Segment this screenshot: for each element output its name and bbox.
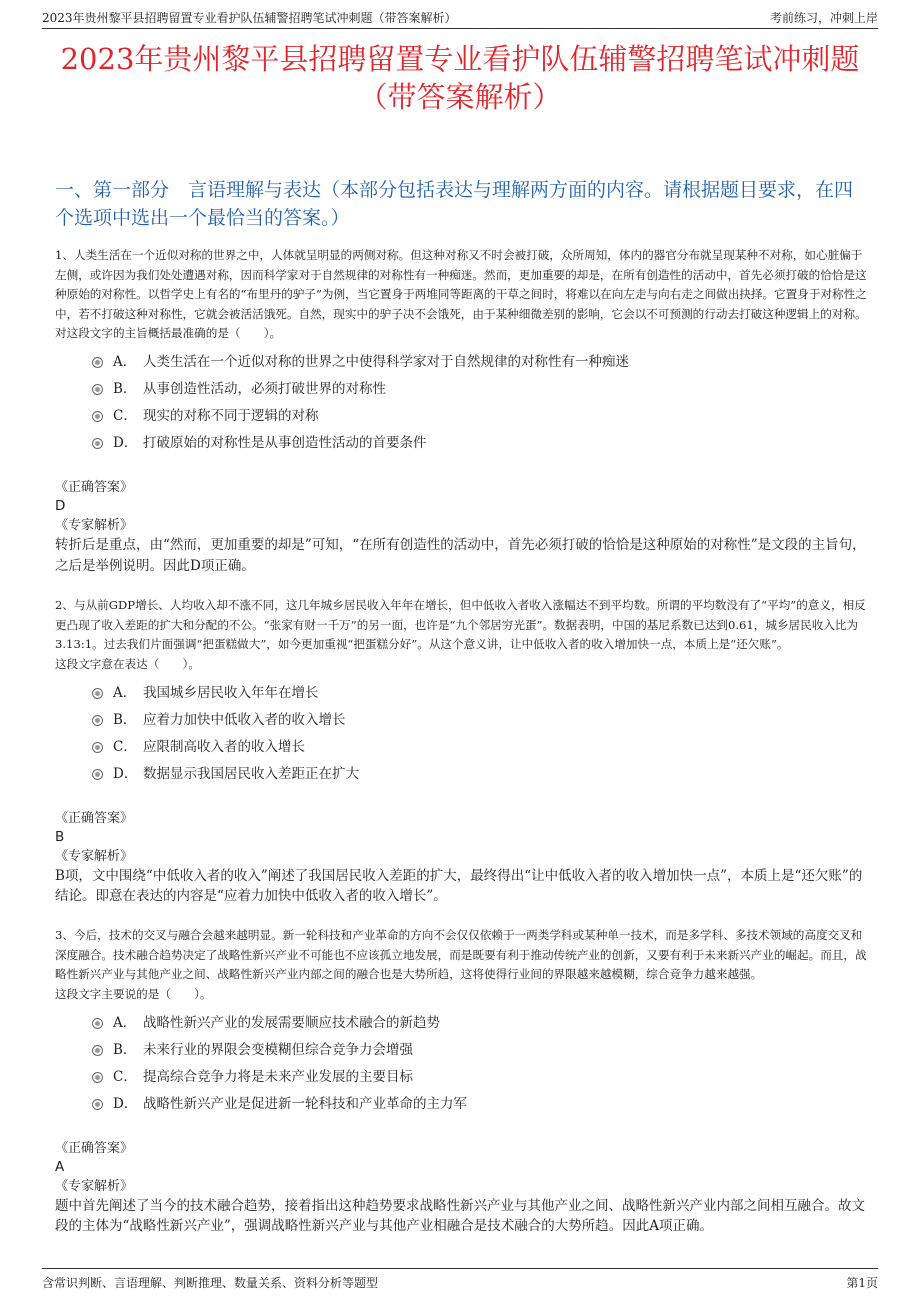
- option-letter: A．: [113, 1014, 137, 1031]
- question-2: [55, 596, 870, 907]
- radio-icon[interactable]: [92, 688, 103, 699]
- radio-icon[interactable]: [92, 1099, 103, 1110]
- page-number: 第1页: [846, 1276, 878, 1290]
- section-heading: 一、第一部分 言语理解与表达（本部分包括表达与理解两方面的内容。请根据题目要求，在四个选项中选出一个最恰当的答案。）: [55, 179, 854, 229]
- question-3: [55, 926, 870, 1237]
- option-text: 应限制高收入者的收入增长: [143, 738, 305, 755]
- answer-value: A: [55, 1158, 65, 1175]
- footer-note: 含常识判断、言语理解、判断推理、数量关系、资料分析等题型: [42, 1276, 379, 1290]
- option-text: 我国城乡居民收入年年在增长: [143, 684, 319, 701]
- option-text: 提高综合竞争力将是未来产业发展的主要目标: [143, 1068, 413, 1085]
- question-prompt: 这段文字意在表达（ ）。: [55, 656, 200, 671]
- page-header: [42, 0, 878, 29]
- option-letter: C．: [113, 408, 137, 424]
- option-letter: B．: [113, 381, 137, 397]
- analysis-label: 《专家解析》: [55, 1178, 134, 1194]
- radio-icon[interactable]: [92, 715, 103, 726]
- option-b[interactable]: [55, 710, 870, 737]
- option-b[interactable]: [55, 1040, 870, 1067]
- option-a[interactable]: [55, 1013, 870, 1040]
- question-stem: 3、今后，技术的交叉与融合会越来越明显。新一轮科技和产业革命的方向不会仅仅依赖于一两类学科或某种单一技术，而是多学科、多技术领域的高度交叉和深度融合。技术融合趋势决定了战略性新兴产业不可能也不应该孤立地发展，而是既要有利于推动传统产业的创新，又要有利于未来新兴产业的崛起。而且，战略性新兴产业与其他产业之间、战略性新兴产业内部之间的融合也是大势所趋，这将使得行业间的界限越来越模糊，综合竞争力越来越强。: [55, 928, 867, 981]
- option-letter: B．: [113, 711, 137, 728]
- question-1: [55, 246, 870, 576]
- answer-value: D: [55, 498, 66, 514]
- analysis-text: 转折后是重点，由“然而，更加重要的却是”可知，“在所有创造性的活动中，首先必须打破的恰恰是这种原始的对称性”是文段的主旨句，之后是举例说明。因此D项正确。: [55, 537, 866, 574]
- option-letter: D．: [113, 1095, 138, 1112]
- header-slogan: 考前练习，冲刺上岸: [769, 11, 878, 25]
- analysis-text: 题中首先阐述了当今的技术融合趋势，接着指出这种趋势要求战略性新兴产业与其他产业之间、战略性新兴产业内部之间相互融合。故文段的主体为“战略性新兴产业”，强调战略性新兴产业与其他产业相融合是技术融合的大势所趋。因此A项正确。: [55, 1197, 865, 1234]
- option-b[interactable]: [55, 379, 870, 406]
- answer-label: 《正确答案》: [55, 480, 134, 495]
- option-letter: D．: [113, 765, 138, 782]
- option-text: 人类生活在一个近似对称的世界之中使得科学家对于自然规律的对称性有一种痴迷: [143, 354, 629, 370]
- option-c[interactable]: [55, 406, 870, 433]
- option-text: 从事创造性活动，必须打破世界的对称性: [143, 381, 386, 397]
- option-text: 未来行业的界限会变模糊但综合竞争力会增强: [143, 1041, 413, 1058]
- radio-icon[interactable]: [92, 1045, 103, 1056]
- option-text: 战略性新兴产业的发展需要顺应技术融合的新趋势: [143, 1014, 440, 1031]
- option-c[interactable]: [55, 1067, 870, 1094]
- radio-icon[interactable]: [92, 384, 103, 395]
- radio-icon[interactable]: [92, 438, 103, 449]
- radio-icon[interactable]: [92, 742, 103, 753]
- option-letter: A．: [113, 684, 137, 701]
- option-a[interactable]: [55, 352, 870, 379]
- option-text: 战略性新兴产业是促进新一轮科技和产业革命的主力军: [143, 1095, 467, 1112]
- option-text: 打破原始的对称性是从事创造性活动的首要条件: [143, 435, 427, 451]
- answer-value: B: [55, 828, 65, 845]
- analysis-text: B项，文中围绕“中低收入者的收入”阐述了我国居民收入差距的扩大，最终得出“让中低收入者的收入增加快一点”，本质上是“还欠账”的结论。即意在表达的内容是“应着力加快中低收入者的收入增长”。: [55, 867, 863, 904]
- option-c[interactable]: [55, 737, 870, 764]
- analysis-label: 《专家解析》: [55, 518, 134, 533]
- option-letter: C．: [113, 1068, 137, 1085]
- option-a[interactable]: [55, 683, 870, 710]
- question-stem: 1、人类生活在一个近似对称的世界之中，人体就呈明显的两侧对称。但这种对称又不时会被打破，众所周知，体内的器官分布就呈现某种不对称，如心脏偏于左侧，或许因为我们处处遭遇对称，因而科学家对于自然规律的对称性有一种痴迷。然而，更加重要的却是，在所有创造性的活动中，首先必须打破的恰恰是这种原始的对称性。以哲学史上有名的“布里丹的驴子”为例，当它置身于两堆同等距离的干草之间时，将难以在向左走与向右走之间做出抉择。它置身于对称性之中，若不打破这种对称性，它就会被活活饿死。自然，现实中的驴子决不会饿死，由于某种细微差别的影响，它会以不可预测的行动去打破这种逻辑上的对称。: [55, 248, 867, 321]
- option-text: 应着力加快中低收入者的收入增长: [143, 711, 346, 728]
- option-letter: A．: [113, 354, 137, 370]
- radio-icon[interactable]: [92, 1018, 103, 1029]
- title-line-2: （带答案解析）: [358, 80, 562, 114]
- page-title: [30, 40, 890, 116]
- option-letter: B．: [113, 1041, 137, 1058]
- question-stem: 2、与从前GDP增长、人均收入却不涨不同，这几年城乡居民收入年年在增长，但中低收入者收入涨幅达不到平均数。所谓的平均数没有了“平均”的意义，相反更凸现了收入差距的扩大和分配的不公。“张家有财一千万”的另一面，也许是“九个邻居穷光蛋”。数据表明，中国的基尼系数已达到0.61，城乡居民收入比为3.13:1。过去我们片面强调“把蛋糕做大”，如今更加重视“把蛋糕分好”。从这个意义讲，让中低收入者的收入增加快一点，本质上是“还欠账”。: [55, 598, 866, 651]
- question-prompt: 对这段文字的主旨概括最准确的是（ ）。: [55, 326, 282, 340]
- option-d[interactable]: [55, 433, 870, 460]
- title-line-1: 2023年贵州黎平县招聘留置专业看护队伍辅警招聘笔试冲刺题: [60, 42, 860, 76]
- option-letter: C．: [113, 738, 137, 755]
- radio-icon[interactable]: [92, 769, 103, 780]
- option-d[interactable]: [55, 764, 870, 791]
- answer-label: 《正确答案》: [55, 810, 134, 826]
- question-prompt: 这段文字主要说的是（ ）。: [55, 986, 212, 1001]
- option-text: 数据显示我国居民收入差距正在扩大: [143, 765, 359, 782]
- radio-icon[interactable]: [92, 411, 103, 422]
- page-footer: [42, 1268, 878, 1299]
- option-letter: D．: [113, 435, 138, 451]
- option-d[interactable]: [55, 1094, 870, 1121]
- analysis-label: 《专家解析》: [55, 848, 134, 864]
- header-doc-title: 2023年贵州黎平县招聘留置专业看护队伍辅警招聘笔试冲刺题（带答案解析）: [42, 11, 457, 25]
- option-text: 现实的对称不同于逻辑的对称: [143, 408, 319, 424]
- radio-icon[interactable]: [92, 357, 103, 368]
- radio-icon[interactable]: [92, 1072, 103, 1083]
- answer-label: 《正确答案》: [55, 1140, 134, 1156]
